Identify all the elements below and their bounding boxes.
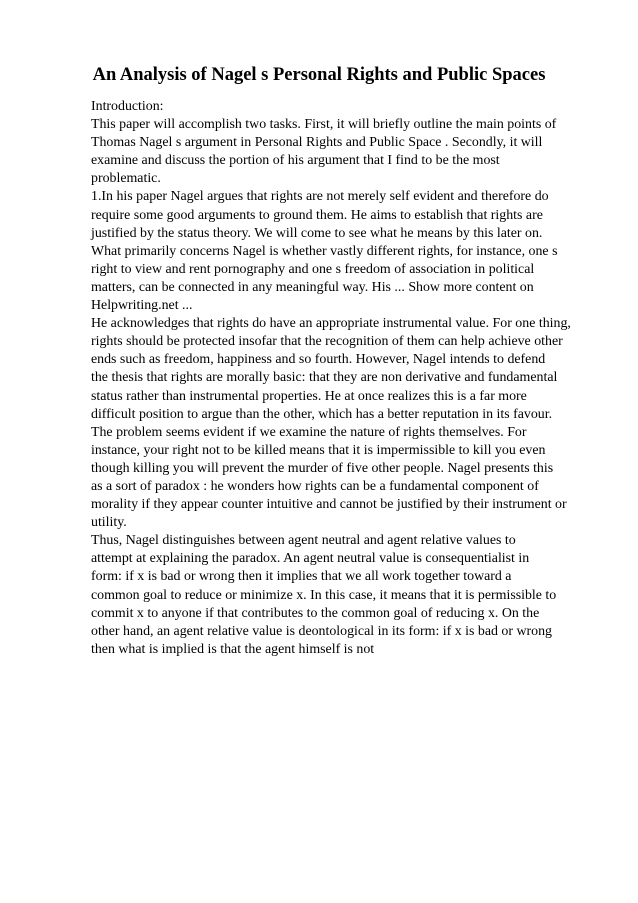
body-line: the thesis that rights are morally basic: that they are non derivative and fundamental <box>91 370 558 386</box>
body-line: What primarily concerns Nagel is whether vastly different rights, for instance, one s <box>91 243 558 259</box>
body-line: right to view and rent pornography and one s freedom of association in political <box>91 261 535 277</box>
body-line: form: if x is bad or wrong then it implies that we all work together toward a <box>91 569 512 585</box>
body-line: matters, can be connected in any meaningful way. His ... Show more content on <box>91 279 534 295</box>
body-line: examine and discuss the portion of his argument that I find to be the most <box>91 153 500 169</box>
body-line: 1.In his paper Nagel argues that rights are not merely self evident and therefore do <box>91 189 549 205</box>
body-line: commit x to anyone if that contributes to the common goal of reducing x. On the <box>91 605 540 621</box>
body-line: utility. <box>91 515 127 531</box>
body-line: justified by the status theory. We will come to see what he means by this later on. <box>91 225 543 241</box>
body-line: though killing you will prevent the murder of five other people. Nagel presents this <box>91 460 554 476</box>
body-line: Introduction: <box>91 99 164 114</box>
body-line: rights should be protected insofar that the recognition of them can help achieve other <box>91 334 563 350</box>
body-line: ends such as freedom, happiness and so fourth. However, Nagel intends to defend <box>91 352 546 368</box>
body-line: difficult position to argue than the other, which has a better reputation in its favour. <box>91 406 553 422</box>
body-line: require some good arguments to ground them. He aims to establish that rights are <box>91 207 543 223</box>
body-line: problematic. <box>91 171 161 187</box>
body-line: then what is implied is that the agent himself is not <box>91 641 375 657</box>
document-body <box>91 98 601 659</box>
body-line: Helpwriting.net ... <box>91 298 193 314</box>
body-line: The problem seems evident if we examine the nature of rights themselves. For <box>91 424 527 440</box>
body-line: status rather than instrumental properties. He at once realizes this is a far more <box>91 388 527 404</box>
body-line: attempt at explaining the paradox. An agent neutral value is consequentialist in <box>91 551 530 567</box>
body-line: This paper will accomplish two tasks. First, it will briefly outline the main points of <box>91 117 557 133</box>
body-line: other hand, an agent relative value is deontological in its form: if x is bad or wrong <box>91 623 552 639</box>
body-line: instance, your right not to be killed means that it is impermissible to kill you even <box>91 442 546 458</box>
body-line: He acknowledges that rights do have an appropriate instrumental value. For one thing, <box>91 316 571 332</box>
body-line: Thus, Nagel distinguishes between agent neutral and agent relative values to <box>91 533 516 549</box>
body-line: common goal to reduce or minimize x. In this case, it means that it is permissible to <box>91 587 557 603</box>
body-line: morality if they appear counter intuitive and cannot be justified by their instrument or <box>91 497 567 513</box>
document-title: An Analysis of Nagel s Personal Rights and Public Spaces <box>92 65 546 85</box>
body-line: Thomas Nagel s argument in Personal Rights and Public Space . Secondly, it will <box>91 135 543 151</box>
body-line: as a sort of paradox : he wonders how rights can be a fundamental component of <box>91 478 539 494</box>
